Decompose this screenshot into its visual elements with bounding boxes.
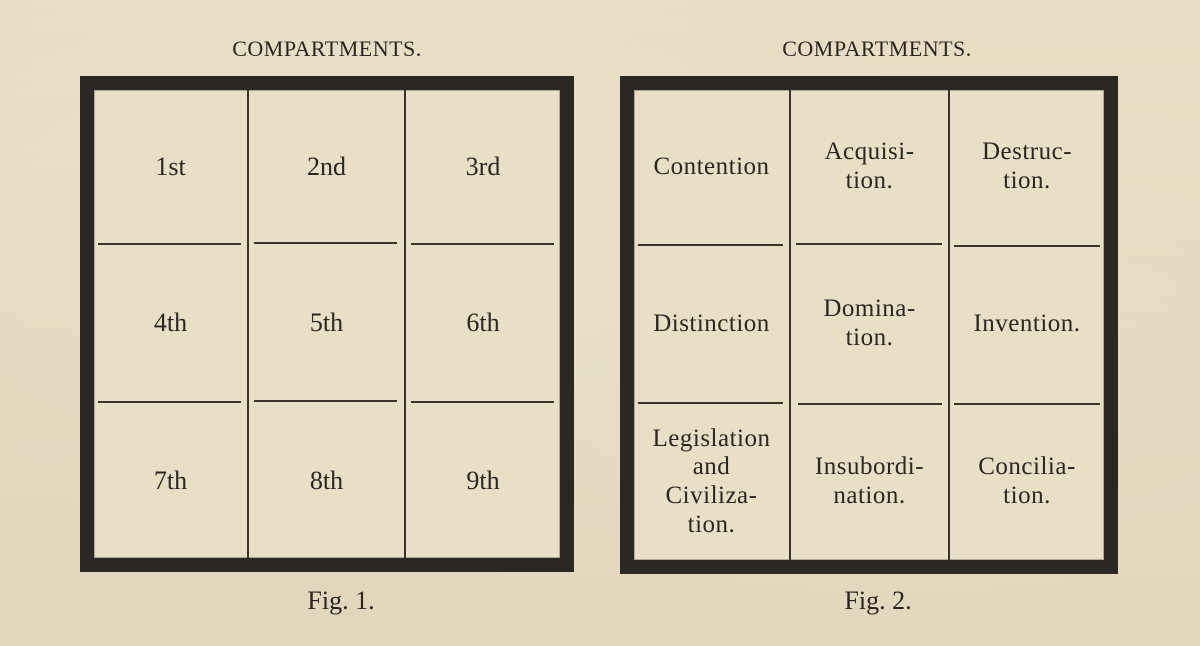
fig1-cell-1: 1st [155,151,186,181]
fig1-cell-4: 4th [153,308,188,338]
fig2-cell-insubordination: Insubordi- nation. [814,453,925,509]
fig1-cell-5: 5th [309,308,344,338]
fig1-cell-2: 2nd [307,151,346,181]
fig2-cell-destruction: Destruc- tion. [981,138,1073,194]
fig1-cell-8: 8th [309,465,344,495]
fig1-cell-3: 3rd [465,151,501,181]
fig2-heading: COMPARTMENTS. [782,36,972,61]
fig1-compartment-grid [80,76,574,572]
fig2-compartment-grid [620,76,1118,574]
fig2-cell-domination: Domina- tion. [823,295,916,351]
fig1-cell-6: 6th [466,308,500,338]
fig1-heading: COMPARTMENTS. [232,36,422,61]
fig1-caption: Fig. 1. [307,586,375,615]
fig2-grid-lines [634,90,1104,560]
fig1-grid-lines [94,90,560,558]
fig2-cell-legislation: Legislation and Civiliza- tion. [652,424,771,538]
fig1-cell-7: 7th [153,465,188,495]
fig1-cell-9: 9th [466,465,500,495]
fig2-cell-conciliation: Concilia- tion. [978,453,1076,509]
fig2-cell-distinction: Distinction [653,309,770,337]
fig2-cell-invention: Invention. [973,309,1081,337]
fig2-caption: Fig. 2. [844,586,912,615]
fig2-cell-acquisition: Acquisi- tion. [824,138,915,194]
fig2-cell-contention: Contention [653,152,770,180]
